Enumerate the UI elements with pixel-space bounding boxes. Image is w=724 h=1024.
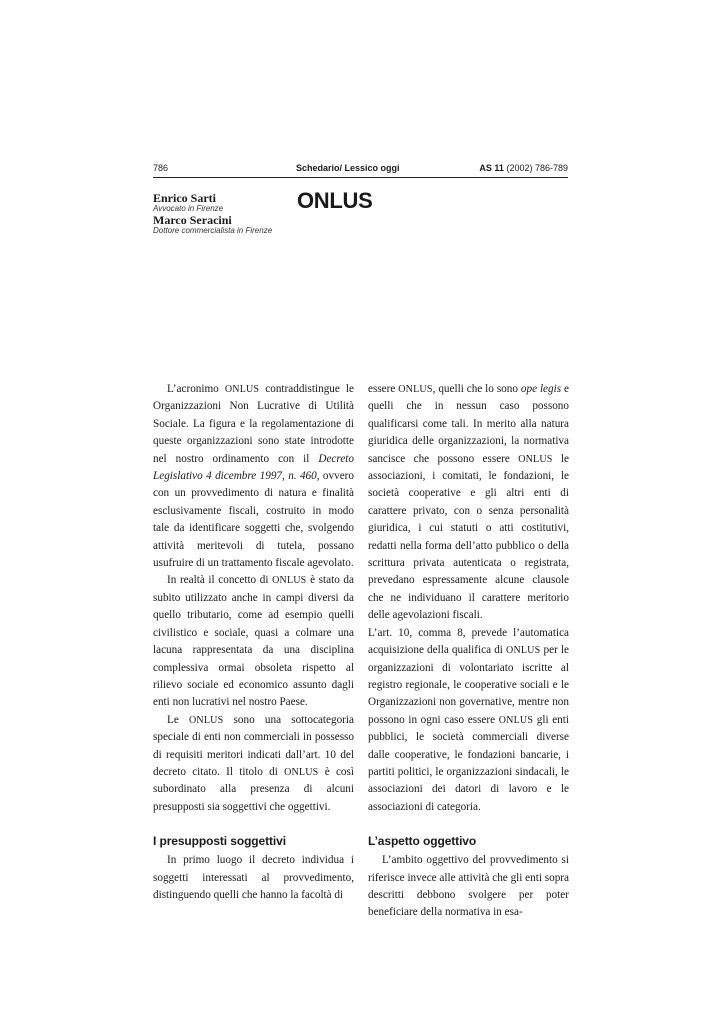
paragraph: L’ambito oggettivo del provvedimento si riferisce invece alle attività che gli enti sopra descritti debbono svolgere per poter beneficiare della normativa in esa- (368, 854, 569, 919)
paragraph: Le ONLUS sono una sottocategoria speciale di enti non commerciali in possesso di requisiti meritori indicati dall’art. 10 del decreto citato. Il titolo di ONLUS è così subordinato alla presenza di alcuni presupposti sia soggettivi che oggettivi. (153, 713, 354, 813)
running-header (153, 163, 568, 175)
paragraph: In realtà il concetto di ONLUS è stato da subito utilizzato anche in campi diversi da quello tributario, come ad esempio quelli civilistico e sociale, quasi a colmare una lacuna rappresentata da una disciplina complessiva ormai obsoleta rispetto al rilievo sociale ed economico assunto dagli enti non lucrativi nel nostro Paese. (153, 574, 354, 709)
author-role: Dottore commercialista in Firenze (153, 226, 273, 235)
right-column (368, 381, 569, 922)
author-name: Marco Seracini (153, 213, 232, 227)
left-column (153, 381, 354, 904)
journal-citation (479, 163, 568, 173)
paragraph: L’acronimo ONLUS contraddistingue le Organizzazioni Non Lucrative di Utilità Sociale. La figura e la regolamentazione di queste organizzazioni sono state introdotte nel nostro ordinamento con il Decreto Legislativo 4 dicembre 1997, n. 460, ovvero con un provvedimento di natura e finalità esclusivamente fiscali, costruito in modo tale da identificare soggetti che, svolgendo attività meritevoli di tutela, possano usufruire di un trattamento fiscale agevolato. (153, 383, 354, 570)
paragraph: L’art. 10, comma 8, prevede l’automatica acquisizione della qualifica di ONLUS per le organizzazioni di volontariato iscritte al registro regionale, le cooperative sociali e le Organizzazioni non governative, mentre non possono in ogni caso essere ONLUS gli enti pubblici, le società commerciali diverse dalle cooperative, le fondazioni bancarie, i partiti politici, le organizzazioni sindacali, le associazioni dei datori di lavoro e le associazioni di categoria. (368, 626, 569, 813)
journal-issue: AS 11 (479, 163, 504, 173)
header-rule (153, 177, 568, 178)
section-heading: I presupposti soggettivi (153, 834, 286, 849)
paragraph: In primo luogo il decreto individua i soggetti interessati al provvedimento, distinguendo quelli che hanno la facoltà di (153, 854, 354, 901)
section-heading: L’aspetto oggettivo (368, 834, 477, 849)
author-name: Enrico Sarti (153, 191, 216, 205)
article-title: ONLUS (297, 188, 373, 213)
authors-block (153, 192, 293, 236)
citation-range: (2002) 786-789 (506, 163, 568, 173)
paragraph: essere ONLUS, quelli che lo sono ope legis e quelli che in nessun caso possono qualificarsi come tali. In merito alla natura giuridica delle organizzazioni, la normativa sancisce che possono essere ONLUS le associazioni, i comitati, le fondazioni, le società cooperative e gli altri enti di carattere privato, con o senza personalità giuridica, i cui statuti o atti costitutivi, redatti nella forma dell’atto pubblico o della scrittura privata autenticata o registrata, prevedano espressamente alcune clausole che ne individuano il carattere meritorio delle agevolazioni fiscali. (368, 383, 569, 622)
page-number: 786 (153, 163, 169, 173)
section-name: Schedario/ Lessico oggi (296, 163, 400, 173)
author-role: Avvocato in Firenze (153, 204, 224, 213)
